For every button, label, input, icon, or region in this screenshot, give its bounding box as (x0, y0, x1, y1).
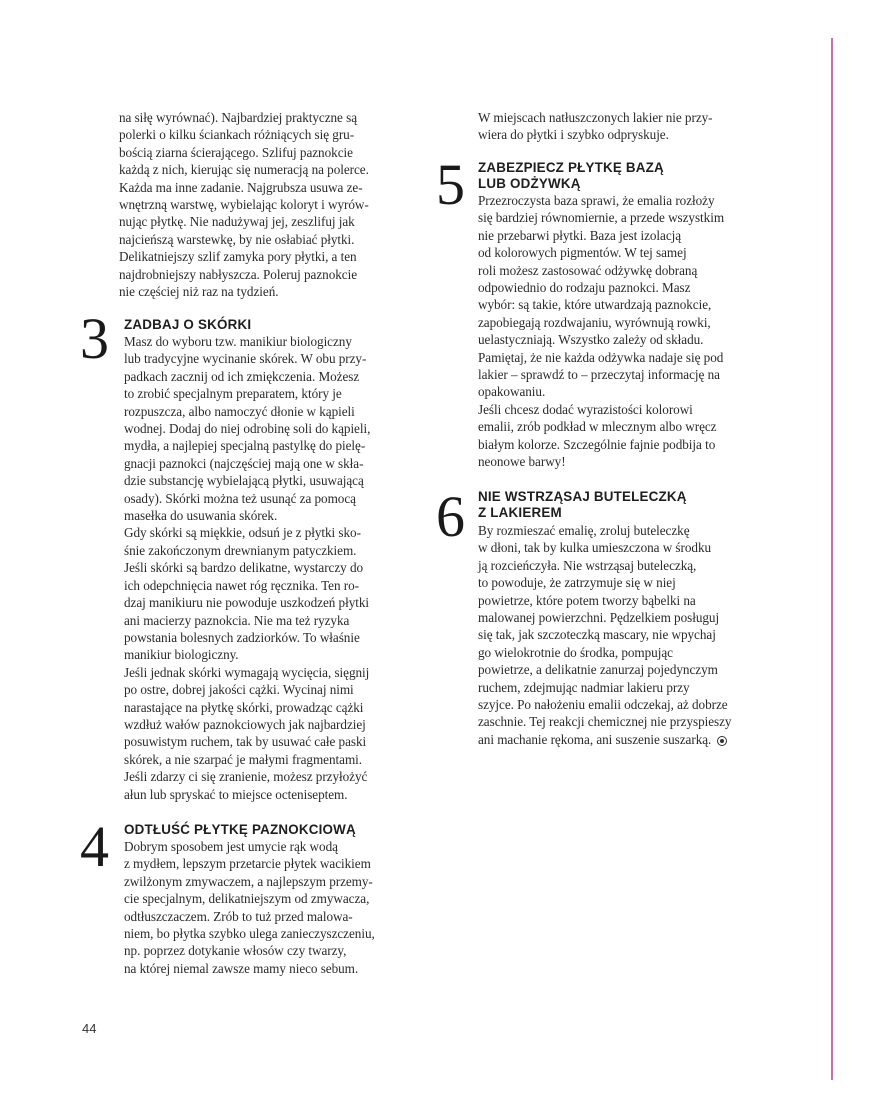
step-5-number: 5 (436, 152, 465, 217)
step-6-heading: NIE WSTRZĄSAJ BUTELECZKĄ Z LAKIEREM (478, 489, 687, 521)
step-3-number: 3 (80, 306, 109, 371)
step-6-body (478, 522, 731, 748)
step-4-body: Dobrym sposobem jest umycie rąk wodą z mydłem, lepszym przetarcie płytek wacikiem zwilżonym zmywaczem, a najlepszym przemy- cie specjalnym, delikatniejszym od zmywacza, odtłuszczaczem. Zrób to tuż przed malowa- niem, bo płytka szybko ulega zanieczyszczeniu, np. poprzez dotykanie włosów czy twarzy, na której niemal zawsze mamy nieco sebum. (124, 839, 375, 976)
step-3-heading: ZADBAJ O SKÓRKI (124, 317, 252, 332)
step-6-number: 6 (436, 484, 465, 549)
page-number: 44 (82, 1021, 97, 1036)
step-5-heading: ZABEZPIECZ PŁYTKĘ BAZĄ LUB ODŻYWKĄ (478, 160, 664, 192)
intro-paragraph-left: na siłę wyrównać). Najbardziej praktyczne są polerki o kilku ściankach różniących się gru- bością ziarna ścierającego. Szlifuj paznokcie każdą z nich, kierując się numeracją na polerce. Każda ma inne zadanie. Najgrubsza usuwa ze- wnętrzną warstwę, wybielając koloryt i wyrów- nując płytkę. Nie nadużywaj jej, zeszlifuj jak najcieńszą warstewkę, by nie osłabiać płytki. Delikatniejszy szlif zamyka pory płytki, a ten najdrobniejszy nabłyszcza. Poleruj paznokcie nie częściej niż raz na tydzień. (119, 110, 369, 300)
step-6-body-text: By rozmieszać emalię, zroluj buteleczkę w dłoni, tak by kulka umieszczona w środku ją rozcieńczyła. Nie wstrząsaj buteleczką, to powoduje, że zatrzymuje się w niej powietrze, które potem tworzy bąbelki na malowanej powierzchni. Pędzelkiem posługuj się tak, jak szczoteczką mascary, nie wpychaj go wielokrotnie do środka, pompując powietrze, a delikatnie zanurzaj pojedynczym ruchem, zdejmując nadmiar lakieru przy szyjce. Po nałożeniu emalii odczekaj, aż dobrze zaschnie. Tej reakcji chemicznej nie przyspieszy ani machanie rękoma, ani suszenie suszarką. (478, 523, 732, 747)
end-of-article-icon (717, 736, 727, 746)
step-4-number: 4 (80, 814, 109, 879)
intro-paragraph-right: W miejscach natłuszczonych lakier nie przy- wiera do płytki i szybko odpryskuje. (478, 110, 713, 143)
step-3-body: Masz do wyboru tzw. manikiur biologiczny lub tradycyjne wycinanie skórek. W obu przy- padkach zacznij od ich zmiękczenia. Możesz to zrobić specjalnym preparatem, który je rozpuszcza, albo namoczyć dłonie w kąpieli wodnej. Dodaj do niej odrobinę soli do kąpieli, mydła, a najlepiej specjalną pastylkę do pielę- gnacji paznokci (najczęściej mają one w skła- dzie substancję wybielającą płytki, usuwającą osady). Skórki można też usunąć za pomocą masełka do usuwania skórek. Gdy skórki są miękkie, odsuń je z płytki sko- śnie zakończonym drewnianym patyczkiem. Jeśli skórki są bardzo delikatne, wystarczy do ich odepchnięcia nawet róg ręcznika. Ten ro- dzaj manikiuru nie powoduje uszkodzeń płytki ani macierzy paznokcia. Nie ma też ryzyka powstania bolesnych zadziorków. To właśnie manikiur biologiczny. Jeśli jednak skórki wymagają wycięcia, sięgnij po ostre, dobrej jakości cążki. Wycinaj nimi narastające na płytkę skórki, prowadząc cążki wzdłuż wałów paznokciowych jak najbardziej posuwistym ruchem, tak by usuwać całe paski skórek, a nie szarpać je małymi fragmentami. Jeśli zdarzy ci się zranienie, możesz przyłożyć ałun lub spryskać to miejsce octeniseptem. (124, 334, 371, 802)
step-4-heading: ODTŁUŚĆ PŁYTKĘ PAZNOKCIOWĄ (124, 822, 356, 837)
page-edge-accent-line (831, 38, 833, 1080)
step-5-body: Przezroczysta baza sprawi, że emalia rozłoży się bardziej równomiernie, a przede wszystkim nie przebarwi płytki. Baza jest izolacją od kolorowych pigmentów. W tej samej roli możesz zastosować odżywkę dobraną odpowiednio do rodzaju paznokci. Masz wybór: są takie, które utwardzają paznokcie, zapobiegają rozdwajaniu, wyrównują rowki, uelastyczniają. Wszystko zależy od składu. Pamiętaj, że nie każda odżywka nadaje się pod lakier – sprawdź to – przeczytaj informację na opakowaniu. Jeśli chcesz dodać wyrazistości kolorowi emalii, zrób podkład w mlecznym albo wręcz białym kolorze. Szczególnie fajnie podbija to neonowe barwy! (478, 193, 725, 470)
